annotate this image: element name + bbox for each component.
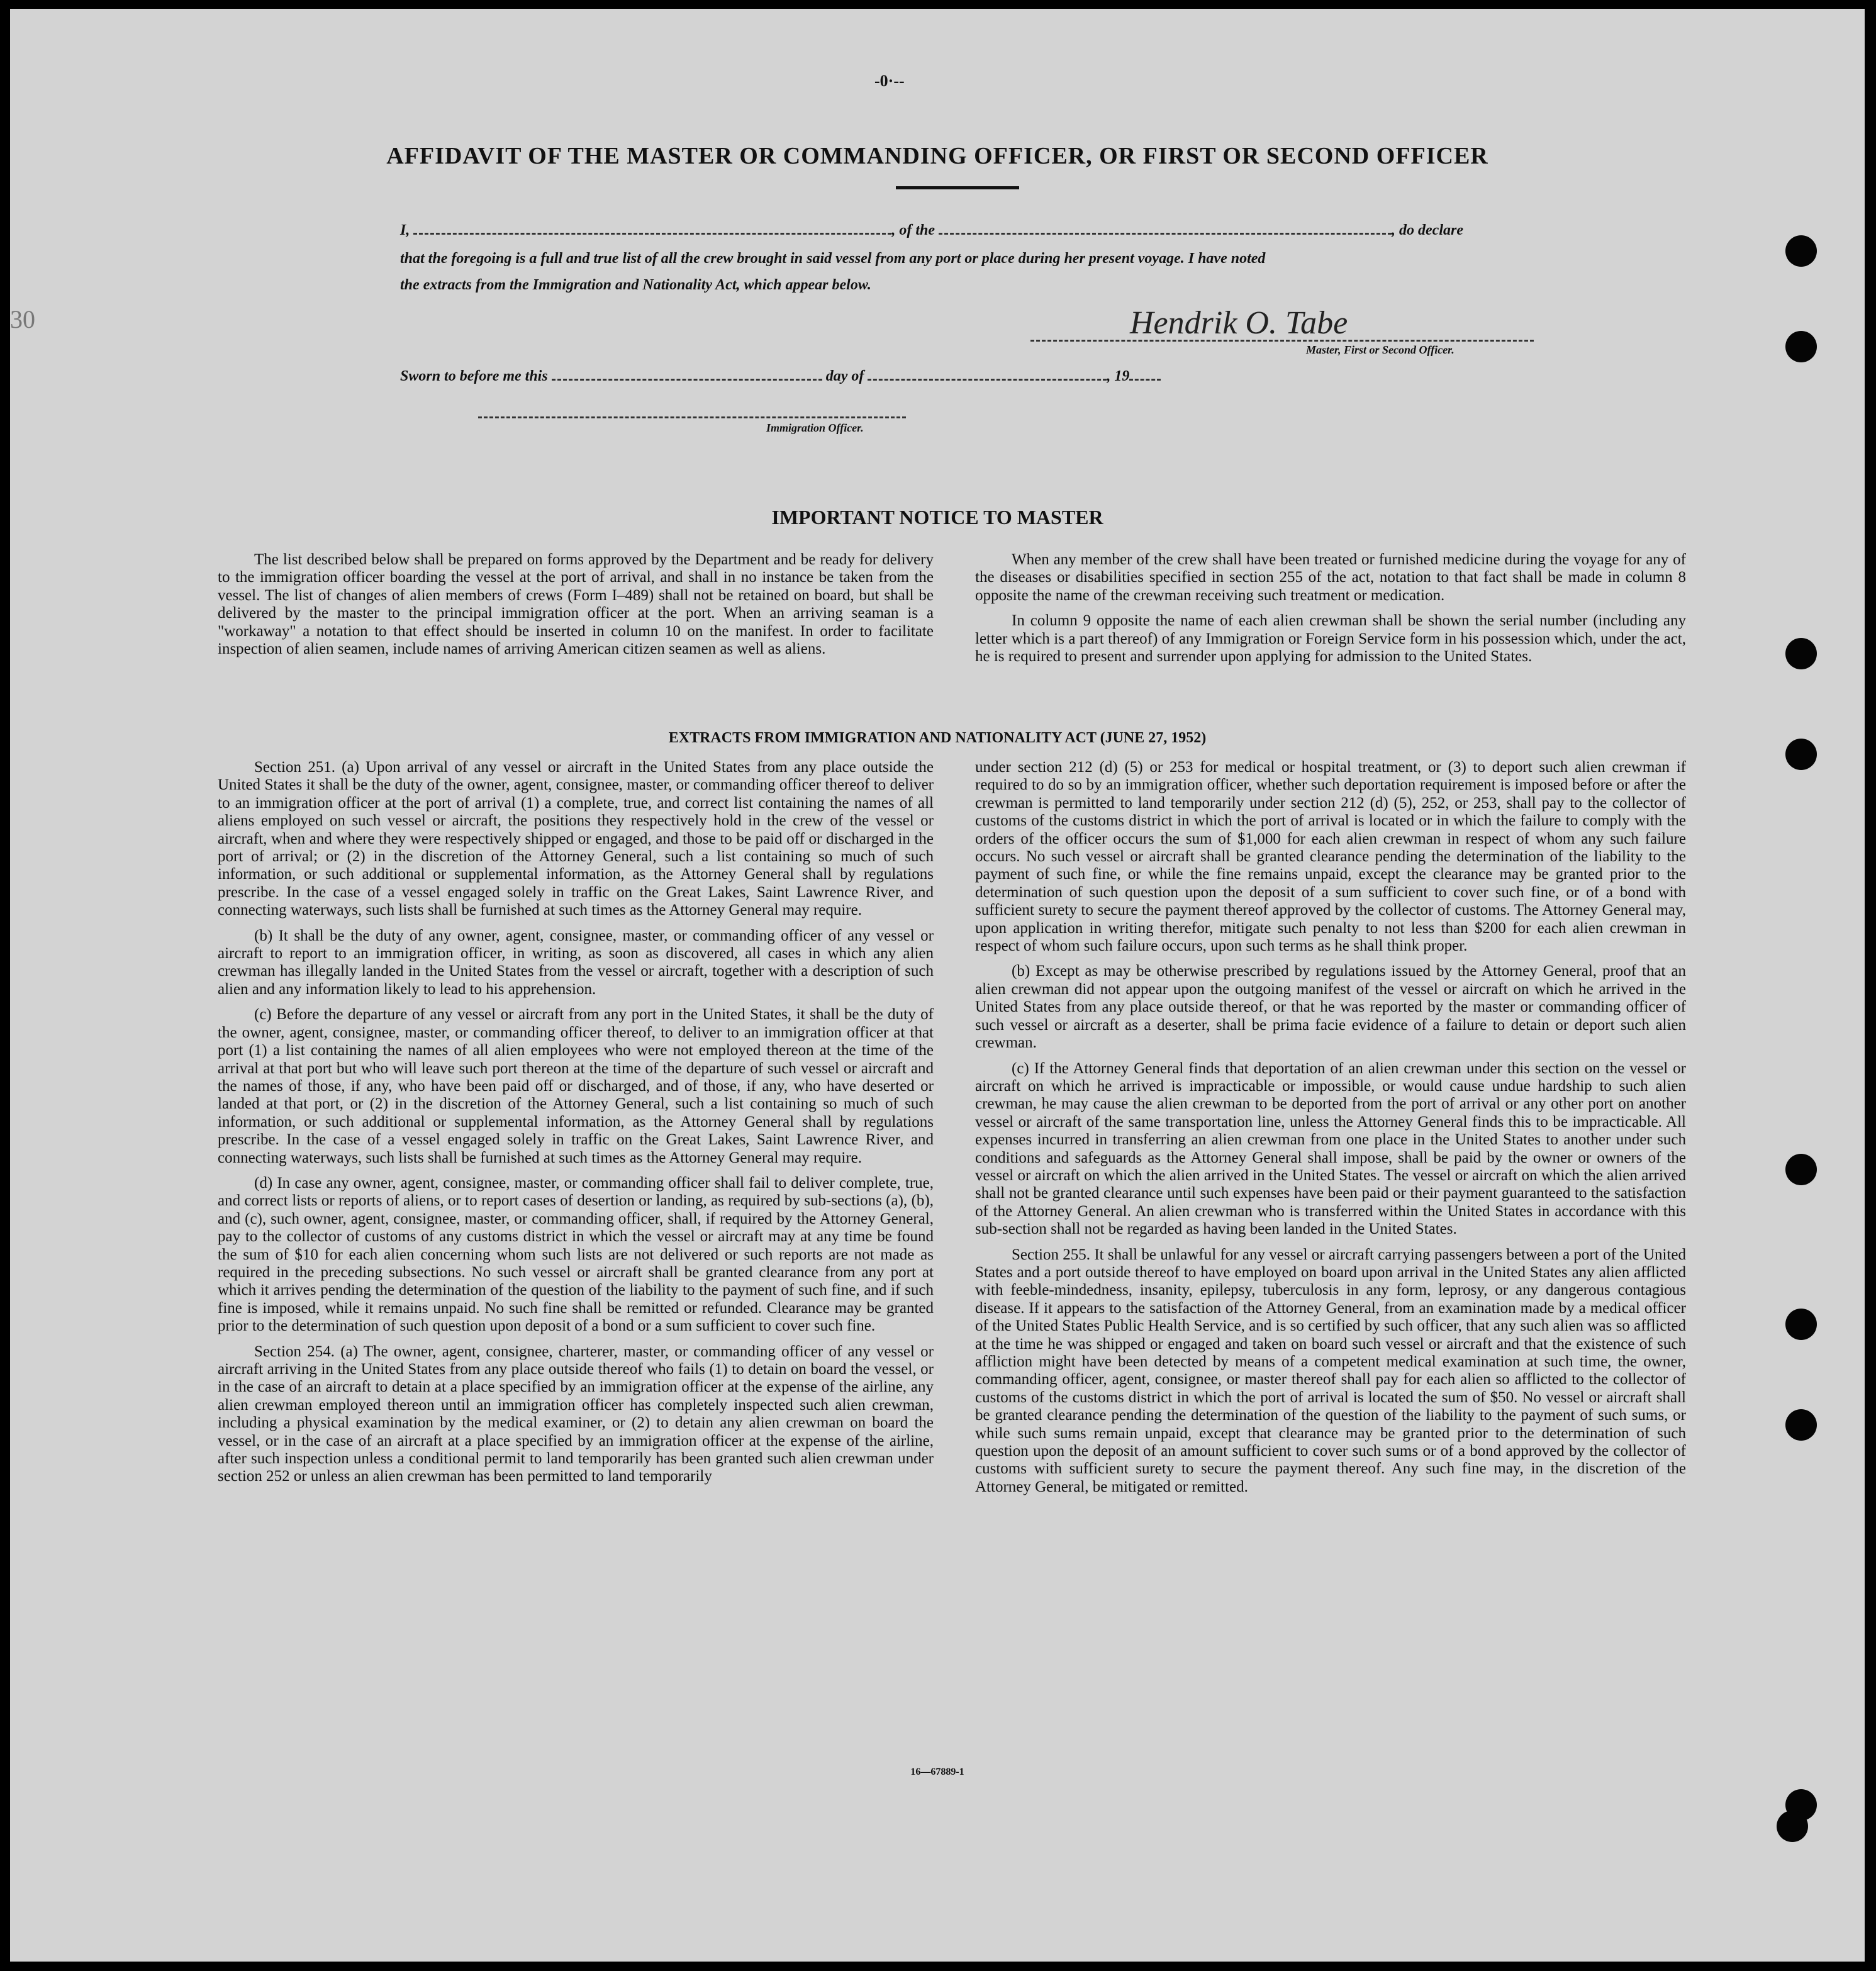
declaration-line-1: I, , of the , do declare: [400, 222, 1463, 238]
notice-right-column: [975, 551, 1686, 673]
declaration-line-2: that the foregoing is a full and true list of all the crew brought in said vessel from any port or place during her present voyage. I have noted: [400, 250, 1266, 267]
section-paragraph: (b) It shall be the duty of any owner, agent, consignee, master, or commanding officer of any vessel or aircraft to report to an immigration officer, in writing, as soon as discovered, all cases in which any alien crewman has illegally landed in the United States from the vessel or aircraft, together with a description of such alien and any information likely to lead to his apprehension.: [218, 927, 934, 998]
section-paragraph: (b) Except as may be otherwise prescribed by regulations issued by the Attorney General, proof that an alien crewman did not appear upon the outgoing manifest of the vessel or aircraft on which he arrived in the United States from any place outside thereof, or that he was reported by the master or commanding officer of such vessel or aircraft as a deserter, shall be prima facie evidence of a failure to detain or deport such alien crewman.: [975, 963, 1686, 1052]
extracts-right-column: [975, 759, 1686, 1504]
punch-hole: [1777, 1811, 1808, 1842]
header-mark: -0·--: [874, 72, 905, 90]
section-paragraph: (c) If the Attorney General finds that deportation of an alien crewman under this section on the vessel or aircraft on which he arrived is impracticable or impossible, or would cause undue hardship to such alien crewman, he may cause the alien crewman to be deported from the port of arrival or any other port on another vessel or aircraft of the same transportation line, unless the Attorney General finds this to be impracticable. All expenses incurred in transferring an alien crewman from one place in the United States to another under such conditions and safeguards as the Attorney General shall impose, shall be paid by the owner or owners of the vessel or aircraft on which the alien arrived in the United States. The vessel or aircraft on which the alien arrived shall not be granted clearance until such expenses have been paid or their payment guaranteed to the satisfaction of the Attorney General. An alien crewman who is transferred within the United States in accordance with this sub-section shall not be regarded as having been landed in the United States.: [975, 1059, 1686, 1238]
section-paragraph: Section 255. It shall be unlawful for any vessel or aircraft carrying passengers between a port of the United States and a port outside thereof to have employed on board upon arrival in the United States any alien afflicted with feeble-mindedness, insanity, epilepsy, tuberculosis in any form, leprosy, or any dangerous contagious disease. If it appears to the satisfaction of the Attorney General, from an examination made by a medical officer of the United States Public Health Service, and is so certified by such officer, that any such alien was so afflicted at the time he was shipped or engaged and taken on board such vessel or aircraft and that the existence of such affliction might have been detected by means of a competent medical examination at such time, the owner, commanding officer, agent, consignee, or master thereof shall pay for each alien so afflicted to the collector of customs of the customs district in which the port of arrival is located the sum of $50. No vessel or aircraft shall be granted clearance pending the determination of the question of the liability to the payment of such sums, or while such sums remain unpaid, except that clearance may be granted prior to the determination of such question upon the deposit of an amount sufficient to cover such sums or of a bond approved by the collector of customs with sufficient surety to secure the payment thereof. Any such fine may, in the discretion of the Attorney General, be mitigated or remitted.: [975, 1246, 1686, 1495]
sworn-line: Sworn to before me this day of , 19: [400, 367, 1545, 385]
signature: Hendrik O. Tabe: [1130, 305, 1348, 341]
punch-hole: [1785, 1309, 1817, 1340]
affidavit-title: AFFIDAVIT OF THE MASTER OR COMMANDING OFFICER, OR FIRST OR SECOND OFFICER: [386, 143, 1488, 169]
extracts-left-column: [218, 759, 934, 1494]
sworn-year-blank[interactable]: [1129, 367, 1161, 381]
officer-signature-line: [478, 405, 906, 418]
side-mark: 30: [10, 305, 35, 333]
vessel-blank[interactable]: [939, 221, 1392, 235]
signature-line: [1030, 328, 1534, 342]
punch-hole: [1785, 235, 1817, 267]
section-paragraph: under section 212 (d) (5) or 253 for medical or hospital treatment, or (3) to deport such alien crewman if required to do so by an immigration officer, whether such deportation requirement is imposed before or after the crewman is permitted to land temporarily under section 212 (d) (5), 252, or 253, shall pay to the collector of customs of the customs district in which the port of arrival is located or in which the failure to comply with the orders of the officer occurs the sum of $1,000 for each alien crewman in respect of whom any such failure occurs. No such vessel or aircraft shall be granted clearance pending the determination of the liability to the payment of such fine, or while the fine remains unpaid, except the clearance may be granted prior to the determination of such question upon the deposit of a sum sufficient to cover such fine, or of a bond with sufficient surety to secure the payment thereof approved by the collector of customs. The Attorney General may, upon application in writing therefor, mitigate such penalty to not less than $200 for each alien crewman in respect of whom such failure occurs, upon such terms as he shall think proper.: [975, 759, 1686, 955]
notice-left-column: [218, 551, 934, 666]
extracts-title: EXTRACTS FROM IMMIGRATION AND NATIONALITY ACT (JUNE 27, 1952): [668, 730, 1207, 746]
section-paragraph: (c) Before the departure of any vessel or aircraft from any port in the United States, it shall be the duty of the owner, agent, consignee, master, or commanding officer thereof, to deliver to an immigration officer at that port (1) a list containing the names of all alien employees who were not employed thereon at the time of the arrival at that port but who will leave such port thereon at the time of the departure of such vessel or aircraft and the names of those, if any, who have been paid off or discharged, and of those, if any, who have deserted or landed at that port, or (2) in the discretion of the Attorney General, such a list containing so much of such information, or such additional or supplemental information, as the Attorney General shall by regulations prescribe. In the case of a vessel engaged solely in traffic on the Great Lakes, Saint Lawrence River, and connecting waterways, such lists shall be furnished at such times as the Attorney General may require.: [218, 1006, 934, 1166]
name-blank[interactable]: [413, 221, 891, 235]
sworn-day-blank[interactable]: [552, 367, 822, 381]
form-code: 16—67889-1: [910, 1767, 964, 1777]
notice-paragraph: In column 9 opposite the name of each alien crewman shall be shown the serial number (including any letter which is a part thereof) of any Immigration or Foreign Service form in his possession which, under the act, he is required to present and surrender upon applying for admission to the United States.: [975, 612, 1686, 666]
punch-hole: [1785, 1409, 1817, 1441]
notice-paragraph: The list described below shall be prepared on forms approved by the Department and be ready for delivery to the immigration officer boarding the vessel at the port of arrival, and shall in no instance be taken from the vessel. The list of changes of alien members of crews (Form I–489) shall not be retained on board, but shall be delivered by the master to the principal immigration officer at the port. When an arriving seaman is a "workaway" a notation to that effect should be inserted in column 10 on the manifest. In order to facilitate inspection of alien seamen, include names of arriving American citizen seamen as well as aliens.: [218, 551, 934, 658]
document-page: [10, 9, 1865, 1962]
declaration-line-3: the extracts from the Immigration and Nationality Act, which appear below.: [400, 277, 871, 293]
punch-hole: [1785, 638, 1817, 669]
punch-hole: [1785, 1154, 1817, 1185]
sworn-month-blank[interactable]: [868, 367, 1107, 381]
section-paragraph: Section 254. (a) The owner, agent, consignee, charterer, master, or commanding officer of any vessel or aircraft arriving in the United States from any place outside thereof who fails (1) to detain on board the vessel, or in the case of an aircraft to detain at a place specified by an immigration officer at the expense of the airline, any alien crewman employed thereon until an immigration officer has completely inspected such alien crewman, including a physical examination by the medical examiner, or (2) to detain any alien crewman on board the vessel, or in the case of an aircraft at a place specified by an immigration officer at the expense of the airline, after such inspection unless a conditional permit to land temporarily has been granted such alien crewman under section 252 or unless an alien crewman has been permitted to land temporarily: [218, 1343, 934, 1485]
officer-caption: Immigration Officer.: [766, 422, 864, 434]
notice-paragraph: When any member of the crew shall have been treated or furnished medicine during the voyage for any of the diseases or disabilities specified in section 255 of the act, notation to that fact shall be made in column 8 opposite the name of the crewman receiving such treatment or medication.: [975, 551, 1686, 604]
punch-hole: [1785, 331, 1817, 362]
signer-caption: Master, First or Second Officer.: [1306, 343, 1454, 356]
section-paragraph: Section 251. (a) Upon arrival of any vessel or aircraft in the United States from any place outside the United States it shall be the duty of the owner, agent, consignee, master, or commanding officer thereof to deliver to an immigration officer at the port of arrival (1) a complete, true, and correct list containing the names of all aliens employed on such vessel or aircraft, the positions they respectively hold in the crew of the vessel or aircraft, when and where they were respectively shipped or engaged, and those to be paid off or discharged in the port of arrival; or (2) in the discretion of the Attorney General, such a list containing so much of such information, or such additional or supplemental information, as the Attorney General shall by regulations prescribe. In the case of a vessel engaged solely in traffic on the Great Lakes, Saint Lawrence River, and connecting waterways, such lists shall be furnished at such times as the Attorney General may require.: [218, 759, 934, 919]
notice-title: IMPORTANT NOTICE TO MASTER: [771, 506, 1103, 528]
title-rule: [896, 186, 1019, 189]
section-paragraph: (d) In case any owner, agent, consignee, master, or commanding officer shall fail to deliver complete, true, and correct lists or reports of aliens, or to report cases of desertion or landing, as required by sub-sections (a), (b), and (c), such owner, agent, consignee, master, or commanding officer, shall, if required by the Attorney General, pay to the collector of customs of any customs district in which the vessel or aircraft may at any time be found the sum of $10 for each alien concerning whom such lists are not delivered or such reports are not made as required in the preceding subsections. No such vessel or aircraft shall be granted clearance from any port at which it arrives pending the determination of the question of the liability to the payment of such fine, and if such fine is imposed, while it remains unpaid. No such fine shall be remitted or refunded. Clearance may be granted prior to the determination of such question upon deposit of a bond or a sum sufficient to cover such fine.: [218, 1174, 934, 1335]
